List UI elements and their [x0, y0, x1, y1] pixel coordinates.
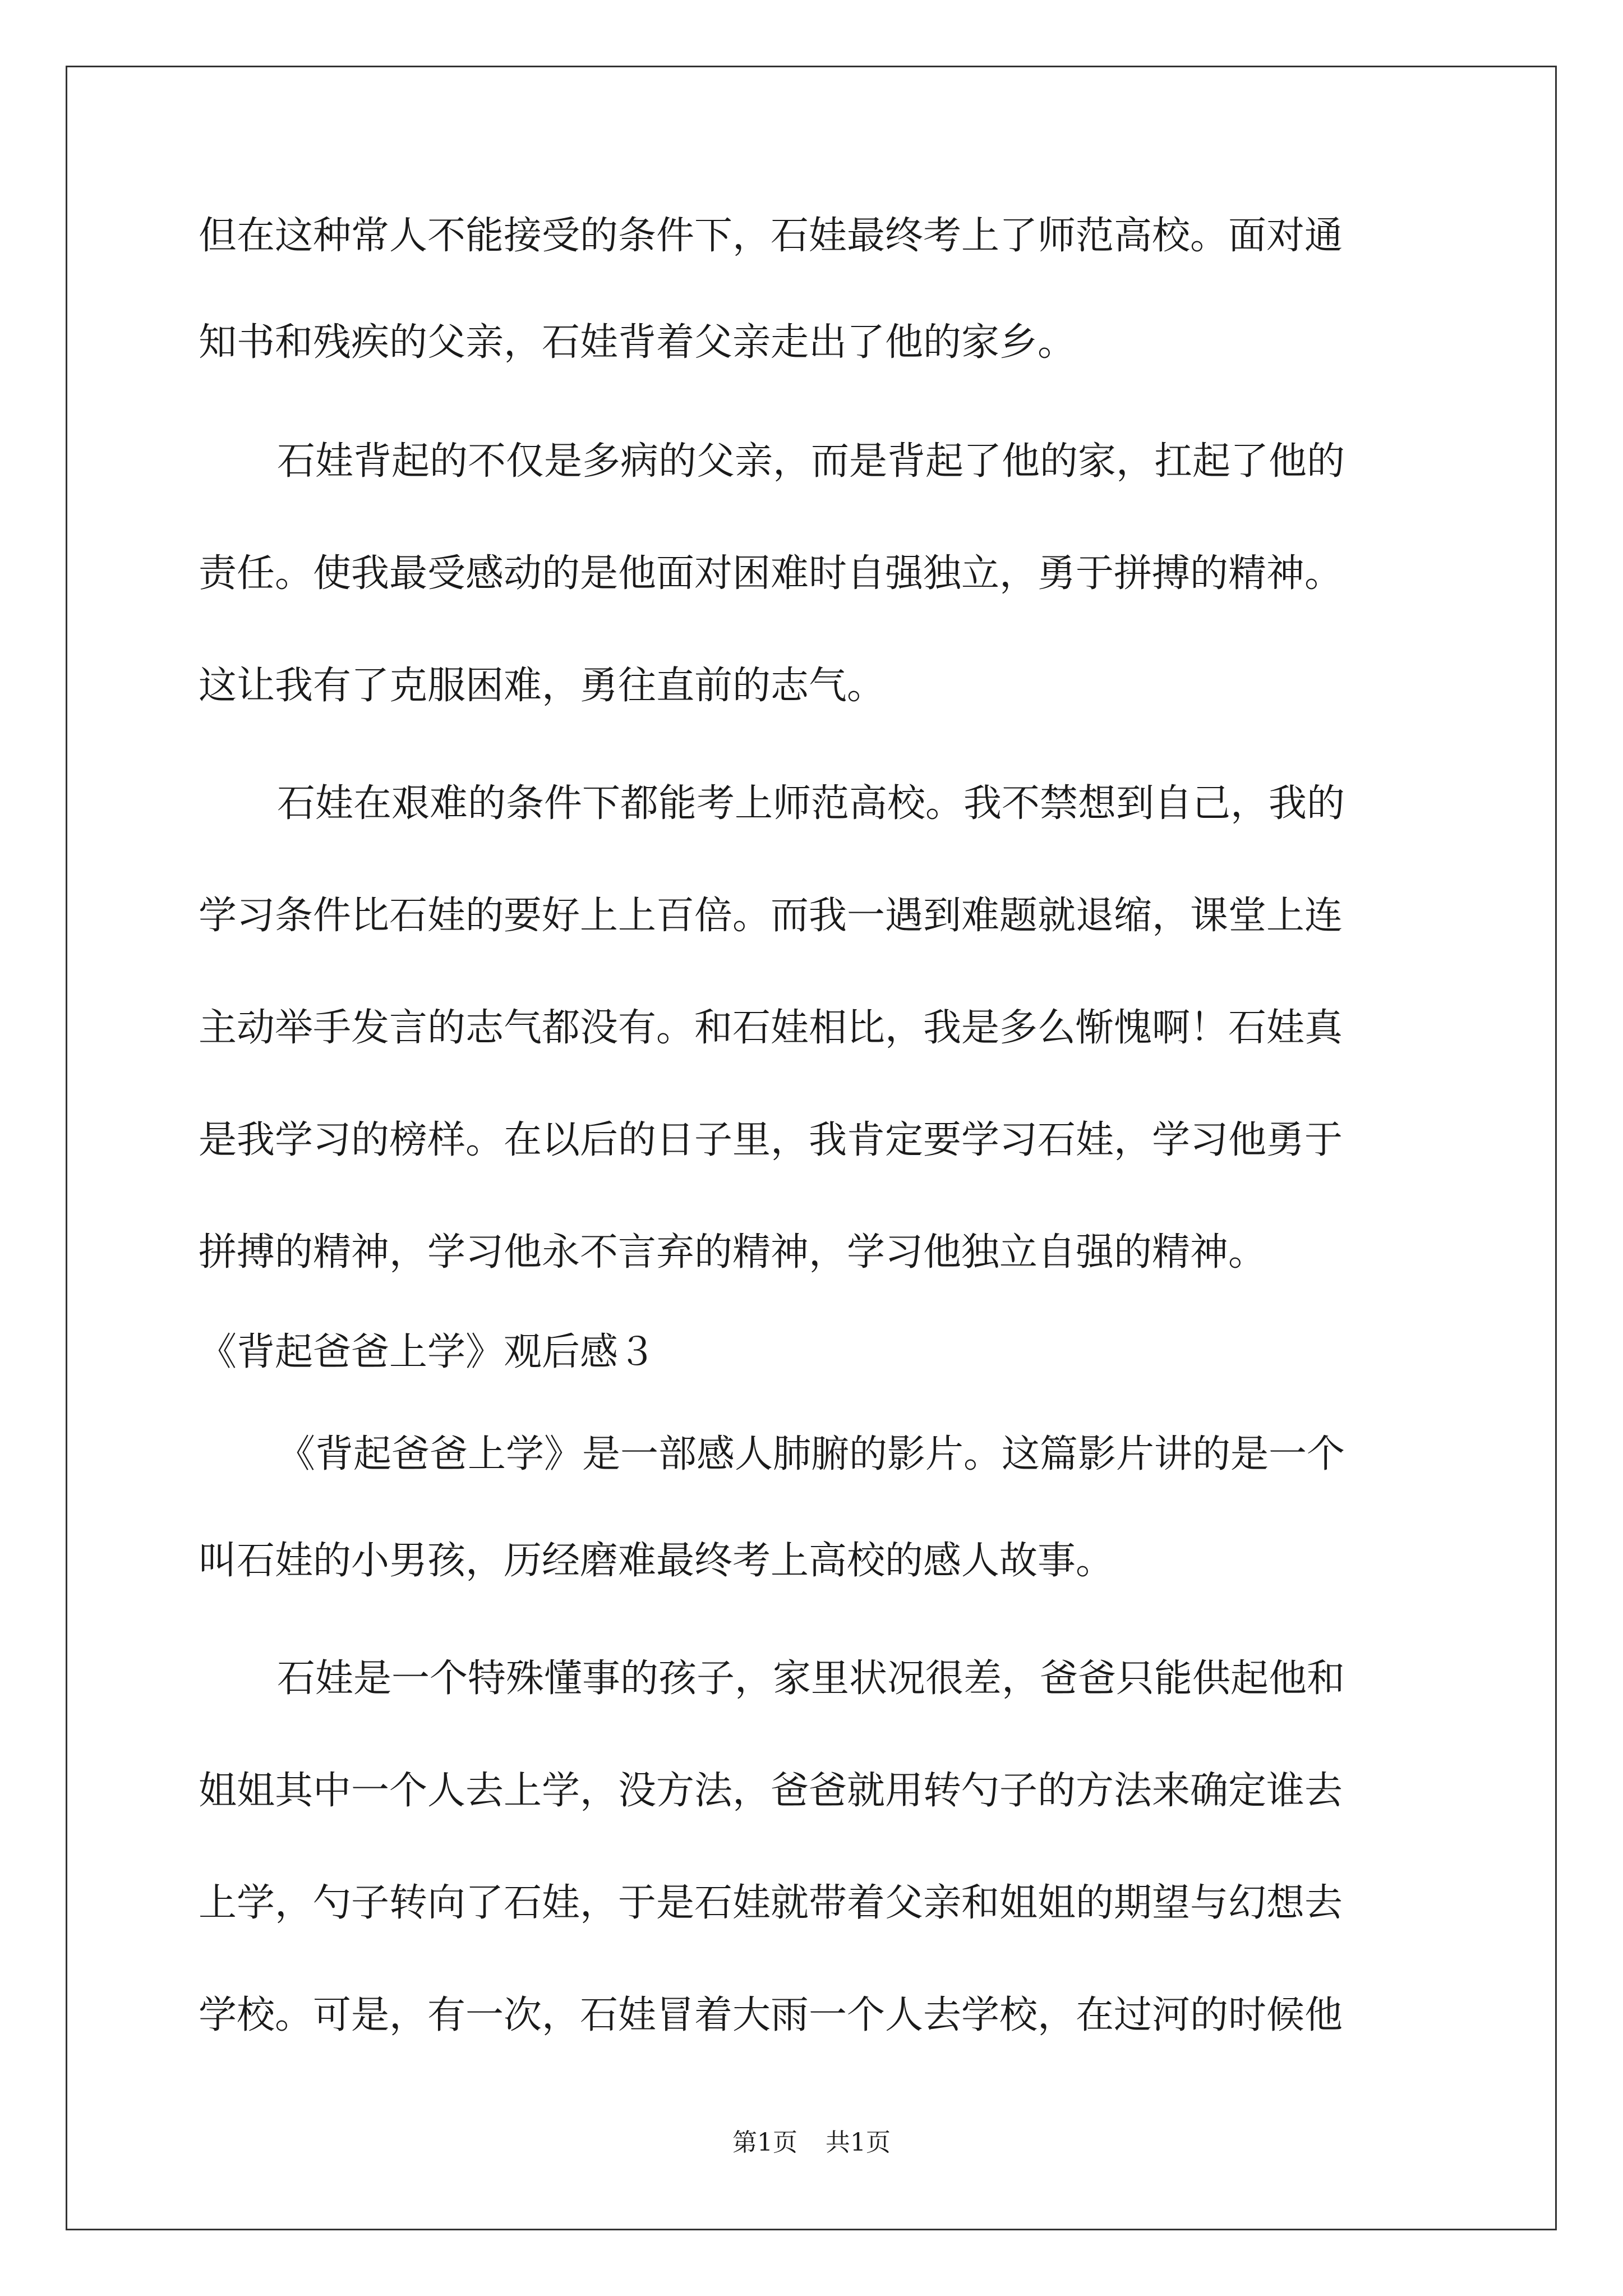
text-line: 是我学习的榜样。在以后的日子里，我肯定要学习石娃，学习他勇于: [199, 1118, 1343, 1162]
text-line: 学校。可是，有一次，石娃冒着大雨一个人去学校，在过河的时候他: [199, 1993, 1343, 2037]
text-line: 知书和残疾的父亲，石娃背着父亲走出了他的家乡。: [199, 320, 1076, 365]
text-line: 叫石娃的小男孩，历经磨难最终考上高校的感人故事。: [199, 1539, 1114, 1583]
page-footer: [0, 2126, 1623, 2160]
text-line: 主动举手发言的志气都没有。和石娃相比，我是多么惭愧啊！石娃真: [199, 1006, 1343, 1050]
text-line: 但在这种常人不能接受的条件下，石娃最终考上了师范高校。面对通: [199, 214, 1343, 258]
text-line: 拼搏的精神，学习他永不言弃的精神，学习他独立自强的精神。: [199, 1230, 1267, 1274]
page-number: 第1页: [732, 2128, 797, 2157]
paragraph-start-line: 《背起爸爸上学》是一部感人肺腑的影片。这篇影片讲的是一个: [277, 1432, 1345, 1476]
text-line: 姐姐其中一个人去上学，没方法，爸爸就用转勺子的方法来确定谁去: [199, 1769, 1343, 1813]
text-line: 上学，勺子转向了石娃，于是石娃就带着父亲和姐姐的期望与幻想去: [199, 1881, 1343, 1925]
paragraph-start-line: 石娃在艰难的条件下都能考上师范高校。我不禁想到自己，我的: [277, 781, 1345, 826]
text-line: 这让我有了克服困难，勇往直前的志气。: [199, 664, 886, 708]
page-total: 共1页: [826, 2128, 891, 2157]
paragraph-start-line: 石娃背起的不仅是多病的父亲，而是背起了他的家，扛起了他的: [277, 439, 1345, 484]
section-heading: 《背起爸爸上学》观后感３: [199, 1330, 657, 1374]
document-body: [199, 208, 1427, 2044]
paragraph-start-line: 石娃是一个特殊懂事的孩子，家里状况很差，爸爸只能供起他和: [277, 1657, 1345, 1701]
text-line: 学习条件比石娃的要好上上百倍。而我一遇到难题就退缩，课堂上连: [199, 894, 1343, 938]
text-line: 责任。使我最受感动的是他面对困难时自强独立，勇于拼搏的精神。: [199, 551, 1343, 596]
